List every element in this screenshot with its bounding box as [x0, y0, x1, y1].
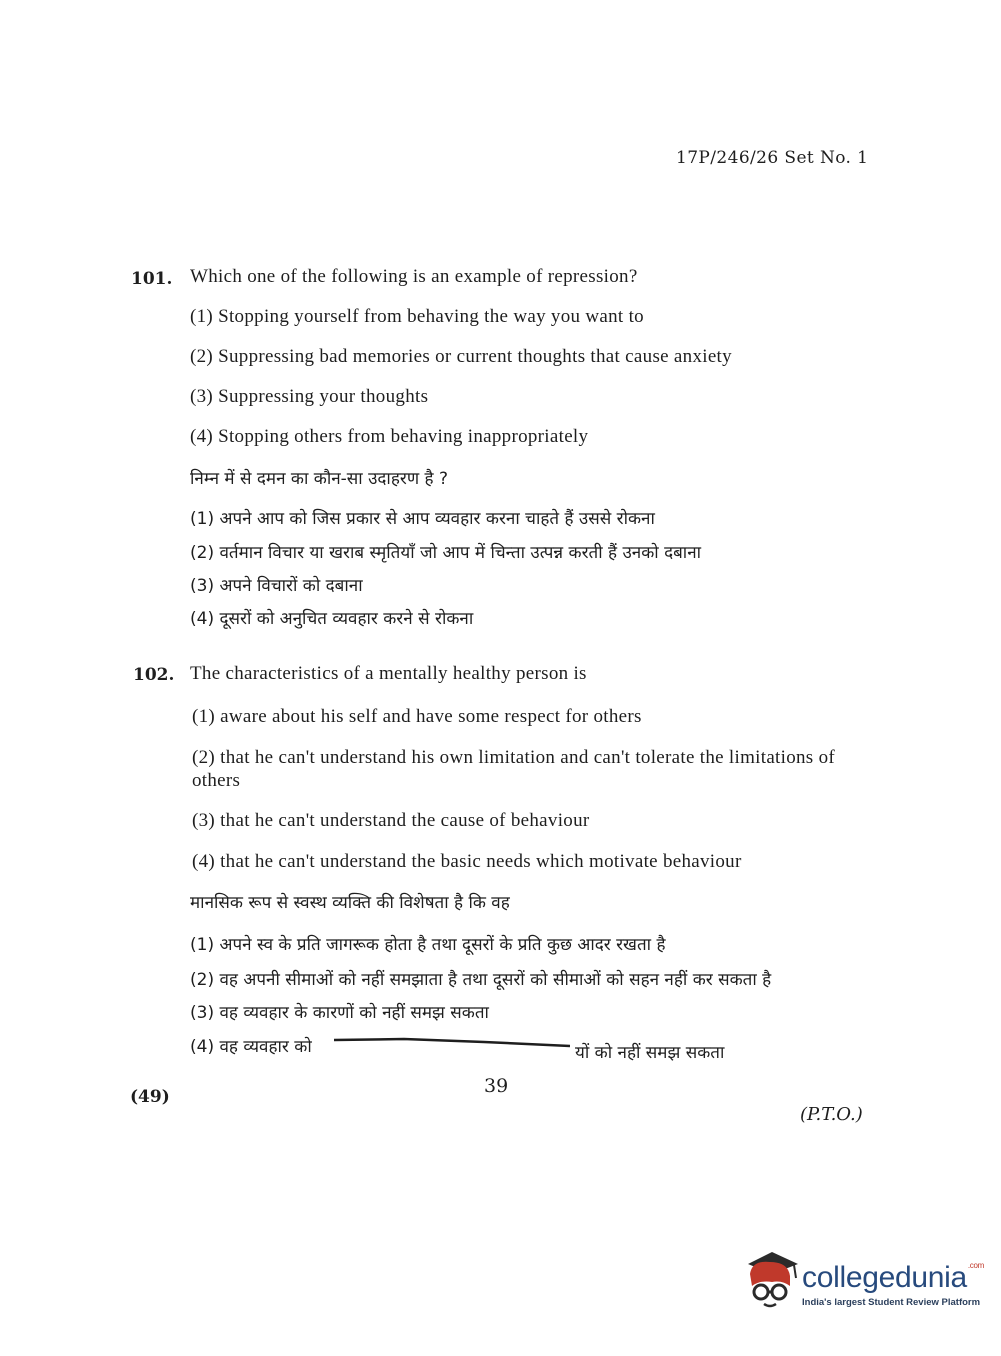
booklet-code: (49)	[130, 1087, 170, 1107]
scan-smudge-line	[334, 1036, 570, 1050]
option-en: (4) that he can't understand the basic needs which motivate behaviour	[192, 851, 742, 872]
page-number: 39	[484, 1075, 509, 1097]
option-hi: (1) अपने स्व के प्रति जागरूक होता है तथा दूसरों के प्रति कुछ आदर रखता है	[190, 935, 666, 955]
option-hi: (3) अपने विचारों को दबाना	[190, 576, 363, 596]
option-en: (3) Suppressing your thoughts	[190, 386, 429, 407]
option-hi: (3) वह व्यवहार के कारणों को नहीं समझ सकता	[190, 1003, 489, 1023]
option-hi: (4) वह व्यवहार को	[190, 1037, 312, 1057]
question-text-hi: निम्न में से दमन का कौन-सा उदाहरण है ?	[190, 469, 448, 489]
option-hi: (1) अपने आप को जिस प्रकार से आप व्यवहार करना चाहते हैं उससे रोकना	[190, 509, 655, 529]
option-en: (2) that he can't understand his own limitation and can't tolerate the limitations of others	[192, 747, 835, 791]
option-en: (4) Stopping others from behaving inappropriately	[190, 426, 589, 447]
logo-wordmark: collegedunia$^{.com}$	[802, 1261, 985, 1294]
question-text-en: The characteristics of a mentally healthy person is	[190, 663, 587, 684]
option-en: (1) Stopping yourself from behaving the way you want to	[190, 306, 644, 327]
please-turn-over: (P.T.O.)	[800, 1104, 863, 1125]
option-en: (3) that he can't understand the cause of behaviour	[192, 810, 590, 831]
option-hi-continued: यों को नहीं समझ सकता	[575, 1043, 725, 1063]
question-text-en: Which one of the following is an example of repression?	[190, 266, 638, 287]
option-en: (2) Suppressing bad memories or current thoughts that cause anxiety	[190, 346, 732, 367]
option-hi: (2) वह अपनी सीमाओं को नहीं समझाता है तथा दूसरों को सीमाओं को सहन नहीं कर सकता है	[190, 970, 772, 990]
collegedunia-logo	[742, 1250, 985, 1314]
option-hi: (4) दूसरों को अनुचित व्यवहार करने से रोकना	[190, 609, 474, 629]
option-hi: (2) वर्तमान विचार या खराब स्मृतियाँ जो आप में चिन्ता उत्पन्न करती हैं उनको दबाना	[190, 543, 702, 563]
question-text-hi: मानसिक रूप से स्वस्थ व्यक्ति की विशेषता है कि वह	[190, 893, 510, 913]
mascot-icon	[742, 1250, 800, 1310]
option-en: (1) aware about his self and have some respect for others	[192, 706, 642, 727]
question-number: 101.	[131, 269, 173, 289]
logo-tagline: India's largest Student Review Platform	[802, 1297, 981, 1308]
question-number: 102.	[133, 665, 175, 685]
paper-code: 17P/246/26 Set No. 1	[676, 148, 869, 168]
